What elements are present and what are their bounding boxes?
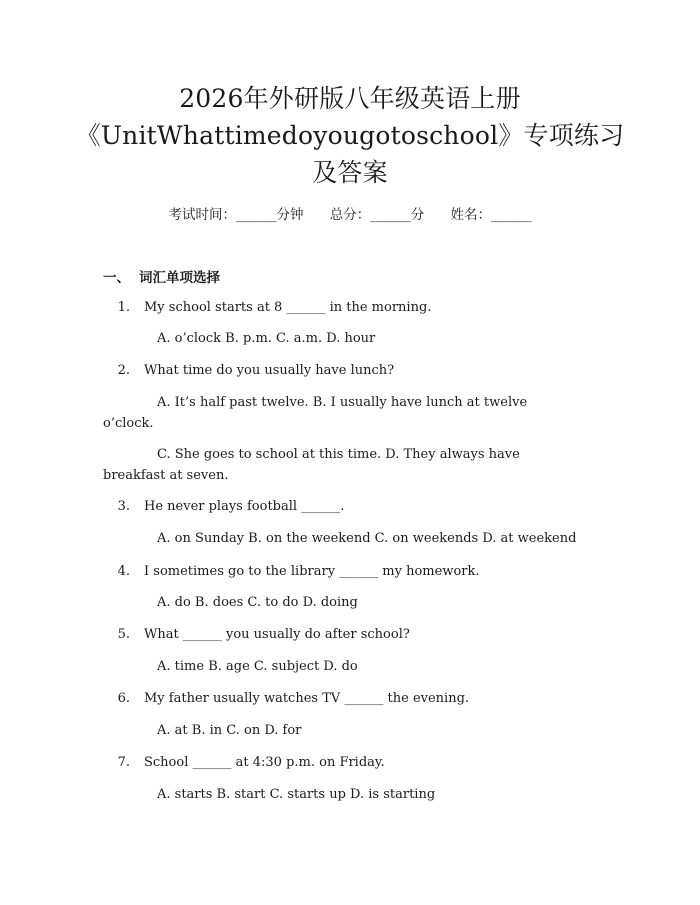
question-7-options: A. starts B. start C. starts up D. is starting [157,787,436,802]
question-5 [103,625,573,645]
question-1-options: A. o’clock B. p.m. C. a.m. D. hour [157,331,376,346]
question-text: School ______ at 4:30 p.m. on Friday. [144,755,385,770]
exam-info-line [0,203,700,223]
question-4 [103,562,573,582]
exam-total-score: 总分：______分 [329,207,425,223]
section-heading [103,266,220,286]
question-text: What time do you usually have lunch? [144,363,395,378]
question-3-options: A. on Sunday B. on the weekend C. on weekends D. at weekend [157,531,577,546]
question-number: 1. [117,300,130,315]
question-3 [103,497,573,517]
question-number: 7. [117,755,130,770]
question-7 [103,753,573,773]
question-2 [103,361,573,381]
question-5-options: A. time B. age C. subject D. do [157,659,358,674]
section-number: 一、 [103,270,130,286]
question-text: My school starts at 8 ______ in the morning. [144,300,432,315]
question-text: My father usually watches TV ______ the evening. [144,691,470,706]
question-number: 2. [117,363,130,378]
question-text: He never plays football ______. [144,499,345,514]
exam-time: 考试时间：______分钟 [168,207,304,223]
question-text: I sometimes go to the library ______ my homework. [144,564,480,579]
question-2-options-cd: C. She goes to school at this time. D. They always have breakfast at seven. [103,447,520,483]
question-4-options: A. do B. does C. to do D. doing [157,595,358,610]
question-number: 6. [117,691,130,706]
question-number: 3. [117,499,130,514]
question-1 [103,298,573,318]
question-number: 4. [117,564,130,579]
document-title [60,80,640,191]
title-line-1: 2026年外研版八年级英语上册 [179,84,521,113]
title-line-2: 《UnitWhattimedoyougotoschool》专项练习 [75,121,625,150]
question-number: 5. [117,627,130,642]
section-title: 词汇单项选择 [139,270,220,286]
question-text: What ______ you usually do after school? [144,627,410,642]
question-6 [103,689,573,709]
student-name-field: 姓名：______ [450,207,532,223]
question-2-options-ab: A. It’s half past twelve. B. I usually have lunch at twelve o’clock. [103,395,528,431]
title-line-3: 及答案 [312,158,388,187]
question-6-options: A. at B. in C. on D. for [157,723,302,738]
